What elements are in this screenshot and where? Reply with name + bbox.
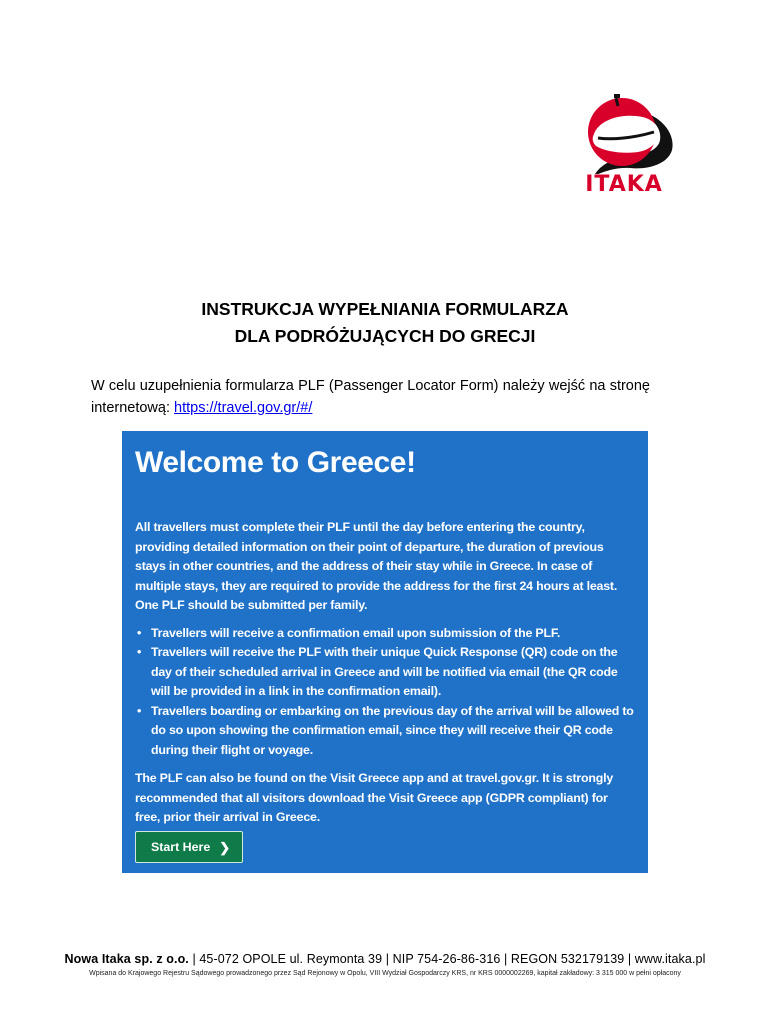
title-line-1: INSTRUKCJA WYPEŁNIANIA FORMULARZA xyxy=(201,299,569,319)
chevron-right-icon: ❯ xyxy=(219,839,231,855)
itaka-logo xyxy=(578,92,674,200)
banner-bullet-list xyxy=(135,624,636,761)
intro-paragraph xyxy=(91,375,650,419)
footer-registry-note: Wpisana do Krajowego Rejestru Sądowego prowadzonego przez Sąd Rejonowy w Opolu, VIII Wydział Gospodarczy KRS, nr KRS 0000002269, kapitał zakładowy: 3 315 000 w pełni opłacony xyxy=(89,970,681,977)
travel-gov-link[interactable]: https://travel.gov.gr/#/ xyxy=(174,400,313,416)
welcome-banner xyxy=(122,431,648,873)
start-here-button[interactable] xyxy=(135,831,243,863)
logo-text: ITAKA xyxy=(585,172,663,197)
banner-paragraph-1: All travellers must complete their PLF until the day before entering the country, providing detailed information on their point of departure, the duration of previous stays in other countries, and the address of their stay while in Greece. In case of multiple stays, they are required to provide the address for the first 24 hours at least. One PLF should be submitted per family. xyxy=(135,520,618,612)
banner-heading: Welcome to Greece! xyxy=(135,446,416,479)
banner-paragraph-2: The PLF can also be found on the Visit Greece app and at travel.gov.gr. It is strongly recommended that all visitors download the Visit Greece app (GDPR compliant) for free, prior their arrival in Greece. xyxy=(135,771,614,824)
footer-company-name: Nowa Itaka sp. z o.o. xyxy=(64,952,189,966)
bullet-item: • Travellers will receive the PLF with their unique Quick Response (QR) code on the day of their scheduled arrival in Greece and will be notified via email (the QR code will be provided in a link in the confirmation email). xyxy=(151,643,636,702)
itaka-logo-icon xyxy=(578,92,674,174)
footer-company-info xyxy=(0,952,770,966)
start-here-label: Start Here xyxy=(151,840,211,854)
bullet-item: • Travellers boarding or embarking on the previous day of the arrival will be allowed to do so upon showing the confirmation email, since they will receive their QR code during their flight or voyage. xyxy=(151,702,636,761)
document-title xyxy=(0,296,770,350)
bullet-item: • Travellers will receive a confirmation email upon submission of the PLF. xyxy=(151,624,636,644)
footer-details: | 45-072 OPOLE ul. Reymonta 39 | NIP 754-26-86-316 | REGON 532179139 | www.itaka.pl xyxy=(188,952,706,966)
intro-text: W celu uzupełnienia formularza PLF (Passenger Locator Form) należy wejść na stronę internetową: xyxy=(91,378,650,416)
title-line-2: DLA PODRÓŻUJĄCYCH DO GRECJI xyxy=(234,326,536,346)
